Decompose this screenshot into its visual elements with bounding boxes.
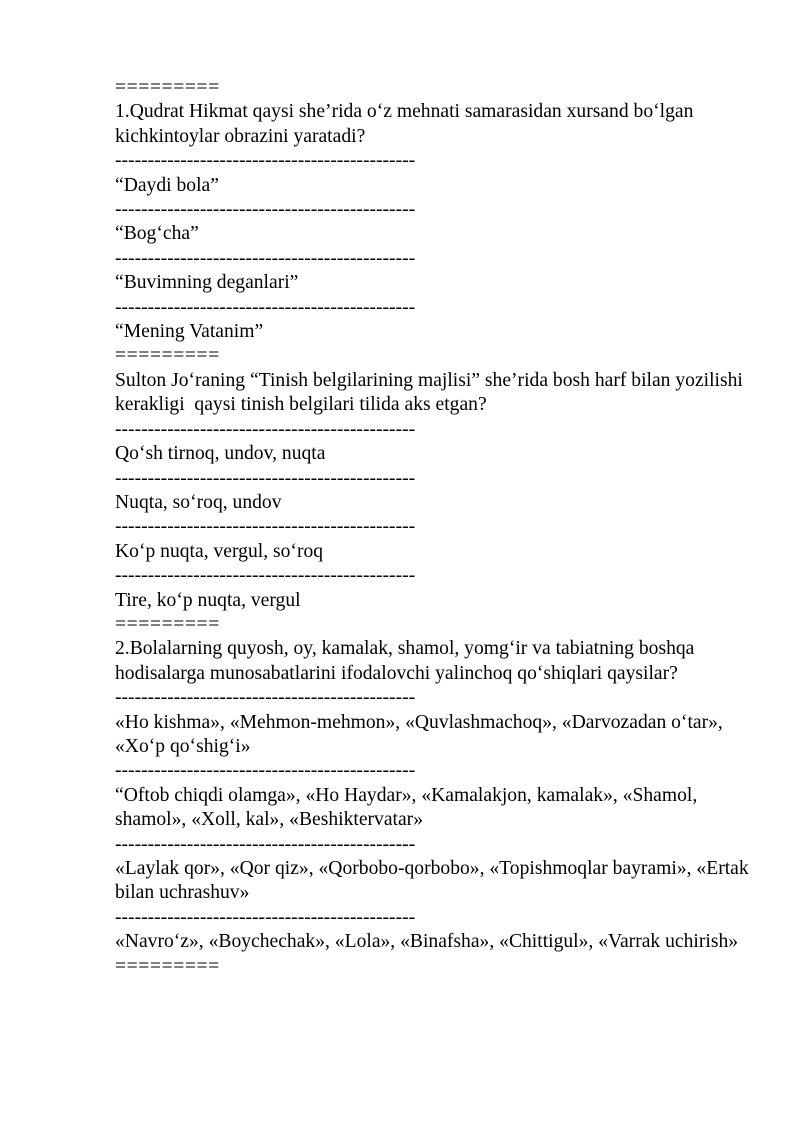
separator-major: =========: [115, 345, 220, 367]
answer-option: Qo‘sh tirnoq, undov, nuqta: [115, 443, 326, 465]
separator-minor: ----------------------------------------------: [115, 418, 416, 440]
separator-minor: ----------------------------------------------: [115, 150, 416, 172]
question-text: 1.Qudrat Hikmat qaysi she’rida o‘z mehnati samarasidan xursand bo‘lgan kichkintoylar obrazini yaratadi?: [115, 101, 699, 147]
question-block-2: [115, 369, 755, 613]
separator-minor: ----------------------------------------------: [115, 296, 416, 318]
answer-option: «Navro‘z», «Boychechak», «Lola», «Binafsha», «Chittigul», «Varrak uchirish»: [115, 931, 739, 953]
answer-option: Ko‘p nuqta, vergul, so‘roq: [115, 540, 324, 562]
question-block-1: [115, 100, 755, 344]
separator-minor: ----------------------------------------------: [115, 760, 416, 782]
question-block-3: [115, 637, 755, 954]
separator-minor: ----------------------------------------------: [115, 247, 416, 269]
answer-option: “Daydi bola”: [115, 174, 219, 196]
answer-option: «Laylak qor», «Qor qiz», «Qorbobo-qorbobo», «Topishmoqlar bayrami», «Ertak bilan uchrashuv»: [115, 858, 754, 904]
separator-major: =========: [115, 613, 220, 635]
separator-minor: ----------------------------------------------: [115, 833, 416, 855]
answer-option: “Mening Vatanim”: [115, 321, 264, 343]
answer-option: “Oftob chiqdi olamga», «Ho Haydar», «Kamalakjon, kamalak», «Shamol, shamol», «Xoll, kal», «Beshiktervatar»: [115, 784, 703, 831]
answer-option: Tire, ko‘p nuqta, vergul: [115, 589, 301, 611]
answer-option: “Bog‘cha”: [115, 223, 199, 245]
separator-minor: ----------------------------------------------: [115, 467, 416, 489]
separator-major: =========: [115, 955, 220, 977]
answer-option: «Ho kishma», «Mehmon-mehmon», «Quvlashmachoq», «Darvozadan o‘tar», «Xo‘p qo‘shig‘i»: [115, 711, 728, 757]
separator-minor: ----------------------------------------------: [115, 906, 416, 928]
answer-option: Nuqta, so‘roq, undov: [115, 491, 282, 513]
answer-option: “Buvimning deganlari”: [115, 272, 299, 294]
separator-minor: ----------------------------------------------: [115, 516, 416, 538]
separator-minor: ----------------------------------------------: [115, 687, 416, 709]
document-page: [115, 76, 755, 979]
question-text: Sulton Jo‘raning “Tinish belgilarining majlisi” she’rida bosh harf bilan yozilishi kerakligi qaysi tinish belgilari tilida aks etgan?: [115, 369, 748, 416]
separator-minor: ----------------------------------------------: [115, 199, 416, 221]
question-text: 2.Bolalarning quyosh, oy, kamalak, shamol, yomg‘ir va tabiatning boshqa hodisalarga munosabatlarini ifodalovchi yalinchoq qo‘shiqlari qaysilar?: [115, 638, 700, 684]
separator-minor: ----------------------------------------------: [115, 565, 416, 587]
separator-major: =========: [115, 77, 220, 98]
